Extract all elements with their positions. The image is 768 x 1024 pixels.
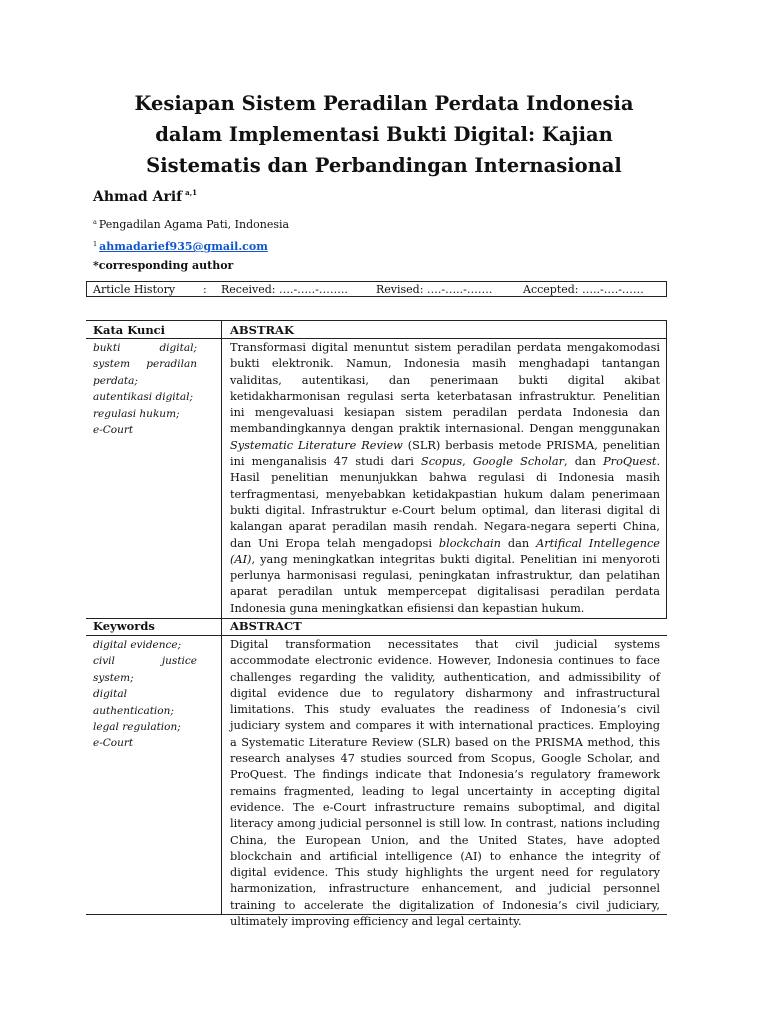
keyword-item: bukti digital; [93,342,197,354]
en-header-rule [86,635,667,636]
keyword-item: digital [93,688,127,701]
abstrak-text: . Hasil penelitian menunjukkan bahwa regulasi di Indonesia masih terfragmentasi, menyebabkan ketidakpastian hukum dalam penerimaan bukti digital. Infrastruktur e-Court belum optimal, dan literasi digital di kalangan aparat peradilan masih rendah. Negara-negara seperti China, dan Uni Eropa telah mengadopsi [230,455,661,550]
abstrak-italic-term: Artifical Intellegence (AI) [230,536,660,566]
article-history-box [86,281,667,297]
author-marks: a,1 [185,188,198,197]
keyword-item: legal regulation; [93,721,181,734]
affiliation-mark: a [93,218,97,226]
keyword-item: system peradilan [93,358,197,371]
history-label: Article History [93,283,176,296]
abstrak-italic-term: Google Scholar [472,455,564,469]
abstrak-italic-term: Systematic Literature Review [230,438,403,452]
affiliation-text: Pengadilan Agama Pati, Indonesia [98,218,290,231]
abstrak-text: (SLR) berbasis metode PRISMA, penelitian ini menganalisis 47 studi dari [230,438,661,469]
keyword-item: e-Court [93,737,134,750]
abstrak-text: dan [500,536,537,550]
abstrak-italic-term: blockchain [438,536,501,550]
email-mark: 1 [93,240,98,248]
abstrak-heading: ABSTRAK [230,323,294,337]
keyword-item: regulasi hukum; [93,407,180,420]
keyword-item: perdata; [93,374,138,387]
abstrak-body [230,340,660,617]
id-header-rule [86,338,667,339]
abstract-heading: ABSTRACT [230,619,302,633]
email-link[interactable]: ahmadarief935@gmail.com [99,240,268,253]
history-revised: Revised: ….-…..-……. [376,283,493,296]
section-divider [86,618,667,619]
abstract-body: Digital transformation necessitates that civil judicial systems accommodate electronic evidence. However, Indonesia continues to face challenges regarding the validity, authentication, and admissibility of digital evidence due to regulatory disharmony and infrastructural limitations. This study evaluates the readiness of Indonesia’s civil judiciary system and compares it with international practices. Employing a Systematic Literature Review (SLR) based on the PRISMA method, this research analyses 47 studies sourced from Scopus, Google Scholar, and ProQuest. The findings indicate that Indonesia’s regulatory framework remains fragmented, leading to legal uncertainty in accepting digital evidence. The e-Court infrastructure remains suboptimal, and digital literacy among judicial personnel is still low. In contrast, nations including China, the European Union, and the United States, have adopted blockchain and artificial intelligence (AI) to enhance the integrity of digital evidence. This study highlights the urgent need for regulatory harmonization, infrastructure enhancement, and judicial personnel training to accelerate the digitalization of Indonesia’s civil judiciary, ultimately improving efficiency and legal certainty. [230,638,660,929]
author-name: Ahmad Arif [93,189,183,205]
keyword-item: autentikasi digital; [93,391,194,404]
abstrak-text: Transformasi digital menuntut sistem peradilan perdata mengakomodasi bukti elektronik. Namun, Indonesia masih menghadapi tantangan validitas, autentikasi, dan penerimaan bukti digital akibat ketidakharmonisan regulasi serta keterbatasan infrastruktur. Penelitian ini mengevaluasi kesiapan sistem peradilan perdata Indonesia dan membandingkannya dengan praktik internasional. Dengan menggunakan [230,341,660,436]
history-accepted: Accepted: …..-….-…… [523,283,644,296]
history-received: Received: ….-…..-…….. [221,283,348,296]
affiliation [93,215,289,232]
abstrak-italic-term: ProQuest [603,455,657,469]
abstrak-text: , [462,455,473,469]
abstrak-text: , dan [564,455,604,469]
keywords-heading: Keywords [93,619,155,633]
kata-kunci-heading: Kata Kunci [93,323,166,337]
keyword-item: digital evidence; [93,639,182,651]
abstrak-text: , yang meningkatkan integritas bukti digital. Penelitian ini menyoroti perlunya harmonisasi regulasi, peningkatan infrastruktur, dan pelatihan aparat peradilan untuk mempercepat digitalisasi peradilan perdata Indonesia guna meningkatkan efisiensi dan kepastian hukum. [230,552,660,615]
history-separator: : [203,283,207,296]
keyword-item: e-Court [93,424,134,437]
corresponding-note: *corresponding author [93,259,234,272]
keywords-list [93,637,197,752]
keyword-item: civil justice system; [93,655,197,684]
paper-title: Kesiapan Sistem Peradilan Perdata Indonesia dalam Implementasi Bukti Digital: Kajian Sistematis dan Perbandingan Internasional [134,92,634,177]
author-line [93,188,197,205]
keyword-item: authentication; [93,704,174,717]
kata-kunci-list [93,340,197,438]
table-right-border [666,320,667,619]
column-divider [221,320,222,915]
email-line [93,237,268,254]
abstrak-italic-term: Scopus [420,455,463,469]
table-top-rule [86,320,667,321]
